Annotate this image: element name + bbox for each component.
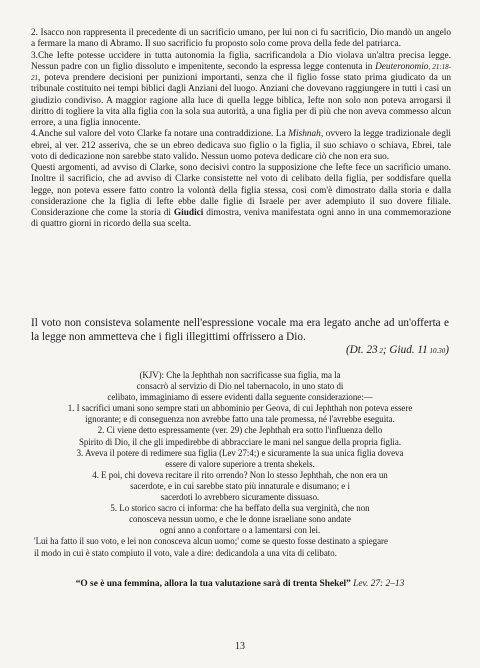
scripture-reference: (Dt. 23 2; Giud. 11 10.30) [345,344,449,357]
kjv-line: celibato, immaginiamo di essere evidenti dalla seguente considerazione:— [107,392,373,403]
kjv-line: ogni anno a confortare o a lamentarsi con lei. [159,525,321,536]
vow-statement: Il voto non consisteva solamente nell'espressione vocale ma era legato anche ad un'offerta e la legge non ammetteva che i figli illegittimi offrissero a Dio. [31,317,449,343]
paragraph-3: 3.Che Iefte potesse uccidere in tutta autonomia la figlia, sacrificandola a Dio violava un'altra precisa legge. Nessun padre con un figlio dissoluto e impenitente, secondo la espressa legge contenuta in Deuteronomio, 21:18-21, poteva prendere decisioni per punizioni importanti, senza che il figlio fosse stato prima giudicato da un tribunale costituito nei tempi biblici dagli Anziani del luogo. Anziani che dovevano raggiungere in tutti i casi un giudizio condiviso. A maggior ragione alla luce di quella legge biblica, Iefte non solo non poteva arrogarsi il diritto di togliere la vita alla figlia con la sola sua autorità, a una figlia per di più che non aveva commesso alcun errore, a una figlia innocente. [31,50,451,128]
body-text-block [31,28,451,231]
paragraph-2: 2. Isacco non rappresenta il precedente di un sacrificio umano, per lui non ci fu sacrificio, Dio mandò un angelo a fermare la mano di Abramo. Il suo sacrificio fu proposto solo come prova della fede del patriarca. [31,28,451,50]
vow-statement-block [31,317,449,359]
page-number: 13 [235,641,245,652]
kjv-line: sacerdoti lo avrebbero sicuramente dissuaso. [160,492,320,503]
kjv-line: 2. Ci viene detto espressamente (ver. 29) che Jephthah era sotto l'influenza dello [97,425,383,436]
quote-text: “O se è una femmina, allora la tua valutazione sarà di trenta Shekel” [75,579,351,589]
kjv-line: (KJV): Che la Jephthah non sacrificasse sua figlia, ma la [139,370,341,380]
kjv-line: 4. E poi, chi doveva recitare il rito orrendo? Non lo stesso Jephthah, che non era un [92,469,388,480]
kjv-line: consacrò al servizio di Dio nel tabernacolo, in uno stato di [136,381,344,392]
book-title-mishnah: Mishnah [288,129,321,140]
paragraph-4: 4.Anche sul valore del voto Clarke fa notare una contraddizione. La Mishnah, ovvero la legge tradizionale degli ebrei, al ver. 212 asseriva, che se un ebreo dedicava suo figlio o la figlia, il suo schiavo o schiava, Ebrei, tale voto di dedicazione non sarebbe stato valido. Nessun uomo poteva dedicare ciò che non era suo. [31,129,452,162]
kjv-line: ignorante; e di conseguenza non avrebbe fatto una tale promessa, né l'avrebbe eseguita. [85,414,395,425]
kjv-line: sacerdote, e in cui sarebbe stato più innaturale e disumano; e i [130,480,350,491]
quote-reference: Lev. 27: 2–13 [350,579,405,589]
kjv-line: essere di valore superiore a trenta shekels. [165,458,315,469]
paragraph-5: Questi argomenti, ad avviso di Clarke, sono decisivi contro la supposizione che Iefte fece un sacrificio umano. Inoltre il sacrificio, che ad avviso di Clarke consistette nel voto di celibato della figlia, per soddisfare quella legge, non poteva essere fatto contro la volontà della figlia stessa, così com'è dimostrato dalla storia e dalla considerazione che la figlia di Iefte ebbe dalle figlie di Israele per aver adempiuto il suo dovere filiale. Considerazione che come la storia di Giudici dimostra, veniva manifestata ogni anno in una commemorazione di quattro giorni in ricordo della sua scelta. [31,163,451,230]
kjv-line: 5. Lo storico sacro ci informa: che ha beffato della sua verginità, che non [110,503,370,514]
verse-reference: , 21:18-21 [31,62,451,82]
book-title-giudici: Giudici [173,208,204,218]
kjv-commentary-block [28,370,452,559]
kjv-line: conosceva nessun uomo, e che le donne israeliane sono andate [129,514,351,525]
kjv-line: 3. Aveva il potere di redimere sua figlia (Lev 27:4;) e sicuramente la sua unica figlia doveva [76,447,404,458]
kjv-line: Spirito di Dio, il che gli impedirebbe di abbracciare le mani nel sangue della propria figlia. [78,436,402,447]
book-title-deuteronomio: Deuteronomio [375,61,429,72]
kjv-closing-line: 'Lui ha fatto il suo voto, e lei non conosceva alcun uomo;' come se questo fosse destinato a spiegare [34,536,388,547]
kjv-closing-line: il modo in cui è stato compiuto il voto, vale a dire: dedicandola a una vita di celibato. [34,547,337,558]
leviticus-quote [28,579,452,589]
kjv-line: 1. I sacrifici umani sono sempre stati un abbominio per Geova, di cui Jephthah non poteva essere [67,403,413,414]
